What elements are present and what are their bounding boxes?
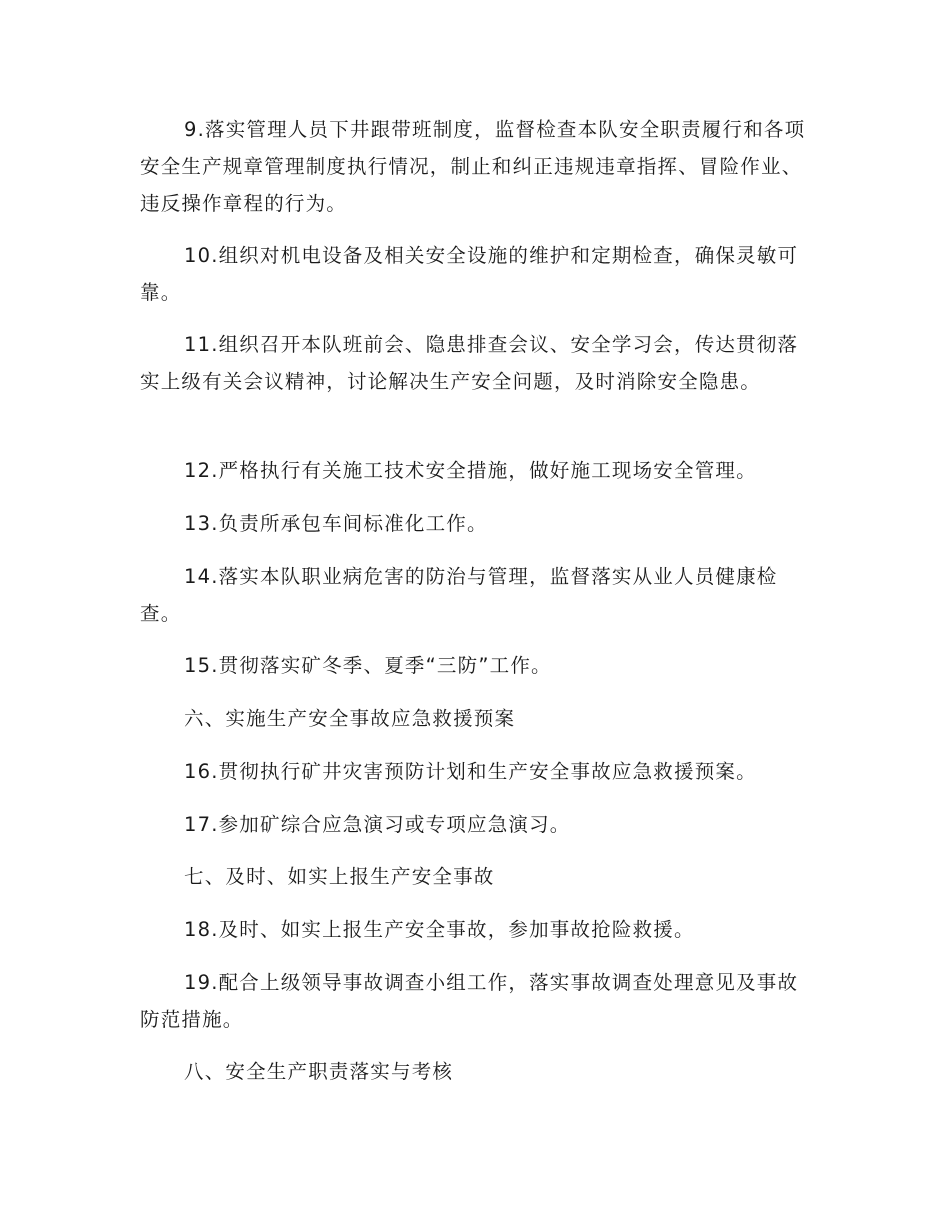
section-heading-6: 六、实施生产安全事故应急救援预案 xyxy=(184,707,516,730)
section-heading-8: 八、安全生产职责落实与考核 xyxy=(184,1060,454,1083)
paragraph-item-13: 13.负责所承包车间标准化工作。 xyxy=(184,512,488,535)
paragraph-item-19: 19.配合上级领导事故调查小组工作，落实事故调查处理意见及事故防范措施。 xyxy=(140,971,799,1031)
paragraph-item-18: 18.及时、如实上报生产安全事故，参加事故抢险救援。 xyxy=(184,918,695,941)
paragraph-item-15: 15.贯彻落实矿冬季、夏季“三防”工作。 xyxy=(184,654,552,677)
paragraph-item-11: 11.组织召开本队班前会、隐患排查会议、安全学习会，传达贯彻落实上级有关会议精神，讨论解决生产安全问题，及时消除安全隐患。 xyxy=(140,333,799,393)
section-heading-7: 七、及时、如实上报生产安全事故 xyxy=(184,865,495,888)
paragraph-item-17: 17.参加矿综合应急演习或专项应急演习。 xyxy=(184,813,571,836)
paragraph-item-16: 16.贯彻执行矿井灾害预防计划和生产安全事故应急救援预案。 xyxy=(184,760,757,783)
paragraph-item-12: 12.严格执行有关施工技术安全措施，做好施工现场安全管理。 xyxy=(184,459,757,482)
paragraph-item-9: 9.落实管理人员下井跟带班制度，监督检查本队安全职责履行和各项安全生产规章管理制度执行情况，制止和纠正违规违章指挥、冒险作业、违反操作章程的行为。 xyxy=(140,118,806,215)
paragraph-item-14: 14.落实本队职业病危害的防治与管理，监督落实从业人员健康检查。 xyxy=(140,565,778,625)
paragraph-item-10: 10.组织对机电设备及相关安全设施的维护和定期检查，确保灵敏可靠。 xyxy=(140,244,799,304)
